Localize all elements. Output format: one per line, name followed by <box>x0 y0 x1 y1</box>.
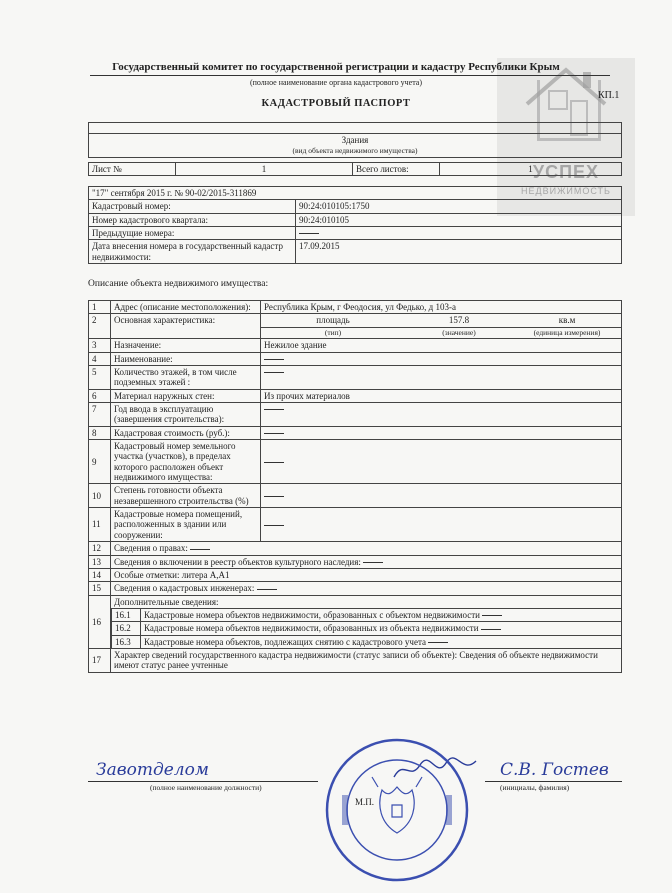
row-label: Кадастровые номера помещений, расположенных в здании или сооружении: <box>111 508 261 542</box>
official-seal-stamp <box>322 735 472 885</box>
char-unit: кв.м <box>513 314 621 327</box>
row-number: 16 <box>89 595 111 648</box>
meta-value: 17.09.2015 <box>296 240 622 264</box>
name-line <box>485 781 622 782</box>
char-name: площадь <box>261 314 405 327</box>
sheet-label: Лист № <box>89 163 176 176</box>
sheets-table <box>88 162 622 176</box>
name-caption: (инициалы, фамилия) <box>500 783 570 792</box>
total-sheets-value: 1 <box>440 163 622 176</box>
table-row <box>89 568 622 581</box>
row-number: 9 <box>89 440 111 484</box>
row-value: Из прочих материалов <box>261 389 622 402</box>
name-handwritten: С.В. Гостев <box>500 760 609 780</box>
object-kind-caption: (вид объекта недвижимого имущества) <box>89 146 622 157</box>
row-label: Кадастровый номер земельного участка (участков), в пределах которого расположен объект недвижимого имущества: <box>111 440 261 484</box>
row-label: Количество этажей, в том числе подземных этажей : <box>111 366 261 390</box>
row-value <box>261 366 622 390</box>
additional-info <box>111 595 622 648</box>
meta-value: 90:24:010105:1750 <box>296 200 622 213</box>
total-sheets-label: Всего листов: <box>353 163 440 176</box>
row-label: Основная характеристика: <box>111 314 261 339</box>
row-value <box>261 484 622 508</box>
sheet-value: 1 <box>176 163 353 176</box>
row-number: 17 <box>89 648 111 672</box>
table-row <box>89 389 622 402</box>
table-row <box>89 339 622 352</box>
row-label: Степень готовности объекта незавершенного строительства (%) <box>111 484 261 508</box>
row-label: Характер сведений государственного кадастра недвижимости (статус записи об объекте): Сведения об объекте недвижимости имеют статус ранее учтенные <box>111 648 622 672</box>
row-number: 15 <box>89 582 111 595</box>
row-number: 10 <box>89 484 111 508</box>
sub-number: 16.2 <box>112 622 141 635</box>
table-row <box>89 314 622 339</box>
row-number: 5 <box>89 366 111 390</box>
table-row <box>89 555 622 568</box>
meta-label: Дата внесения номера в государственный кадастр недвижимости: <box>89 240 296 264</box>
row-number: 2 <box>89 314 111 339</box>
row-value: Республика Крым, г Феодосия, ул Федько, д 103-а <box>261 301 622 314</box>
row-label: Адрес (описание местоположения): <box>111 301 261 314</box>
org-caption: (полное наименование органа кадастрового учета) <box>249 78 423 87</box>
items-table <box>88 300 622 673</box>
row-value <box>261 352 622 365</box>
table-row <box>89 301 622 314</box>
table-row <box>89 648 622 672</box>
sub-label: Кадастровые номера объектов недвижимости, образованных с объектом недвижимости <box>141 608 622 621</box>
row-number: 13 <box>89 555 111 568</box>
row-label: Сведения о правах: <box>111 542 622 555</box>
row-number: 8 <box>89 426 111 439</box>
row-label: Сведения о включении в реестр объектов культурного наследия: <box>111 555 622 568</box>
main-characteristic <box>261 314 622 339</box>
sub-label: Кадастровые номера объектов, подлежащих снятию с кадастрового учета <box>141 635 622 648</box>
meta-label: Предыдущие номера: <box>89 227 296 240</box>
position-line <box>88 781 318 782</box>
table-row <box>89 440 622 484</box>
sub-number: 16.3 <box>112 635 141 648</box>
table-row <box>89 542 622 555</box>
table-row <box>89 508 622 542</box>
row-number: 7 <box>89 403 111 427</box>
row-label: Дополнительные сведения: <box>114 596 219 607</box>
row-number: 12 <box>89 542 111 555</box>
row-label: Назначение: <box>111 339 261 352</box>
meta-value: 90:24:010105 <box>296 213 622 226</box>
org-name-underline <box>90 75 610 76</box>
row-value <box>261 508 622 542</box>
sub-number: 16.1 <box>112 608 141 621</box>
row-value <box>261 426 622 439</box>
row-label: Год ввода в эксплуатацию (завершения строительства): <box>111 403 261 427</box>
row-label: Сведения о кадастровых инженерах: <box>111 582 622 595</box>
meta-label: Номер кадастрового квартала: <box>89 213 296 226</box>
object-kind-table <box>88 122 622 158</box>
meta-table <box>88 186 622 264</box>
row-value: Нежилое здание <box>261 339 622 352</box>
object-kind-value: Здания <box>89 134 622 147</box>
row-number: 11 <box>89 508 111 542</box>
row-number: 4 <box>89 352 111 365</box>
table-row <box>89 403 622 427</box>
table-row <box>89 366 622 390</box>
doc-title: КАДАСТРОВЫЙ ПАСПОРТ <box>261 98 411 109</box>
date-line: "17" сентября 2015 г. № 90-02/2015-311869 <box>89 187 622 200</box>
mp-label: М.П. <box>355 797 375 807</box>
watermark-brand: УСПЕХ <box>532 162 600 182</box>
table-row <box>89 595 622 648</box>
char-unit-caption: (единица измерения) <box>533 327 601 337</box>
meta-label: Кадастровый номер: <box>89 200 296 213</box>
position-handwritten: Завотделом <box>96 760 209 780</box>
row-number: 3 <box>89 339 111 352</box>
row-label: Материал наружных стен: <box>111 389 261 402</box>
org-name: Государственный комитет по государственной регистрации и кадастру Республики Крым <box>112 61 560 73</box>
row-value <box>261 440 622 484</box>
row-number: 14 <box>89 568 111 581</box>
row-number: 1 <box>89 301 111 314</box>
sub-label: Кадастровые номера объектов недвижимости, образованных из объекта недвижимости <box>141 622 622 635</box>
char-value: 157.8 <box>405 314 513 327</box>
form-code: КП.1 <box>598 90 620 101</box>
char-value-caption: (значение) <box>442 327 476 337</box>
row-label: Особые отметки: литера А,А1 <box>111 568 622 581</box>
table-row <box>89 426 622 439</box>
row-number: 6 <box>89 389 111 402</box>
row-value <box>261 403 622 427</box>
char-name-caption: (тип) <box>324 327 342 337</box>
meta-value <box>296 227 622 240</box>
description-title: Описание объекта недвижимого имущества: <box>88 279 269 289</box>
watermark-subtitle: НЕДВИЖИМОСТЬ <box>521 186 611 196</box>
row-label: Наименование: <box>111 352 261 365</box>
row-label: Кадастровая стоимость (руб.): <box>111 426 261 439</box>
table-row <box>89 484 622 508</box>
table-row <box>89 352 622 365</box>
position-caption: (полное наименование должности) <box>150 783 262 792</box>
table-row <box>89 582 622 595</box>
